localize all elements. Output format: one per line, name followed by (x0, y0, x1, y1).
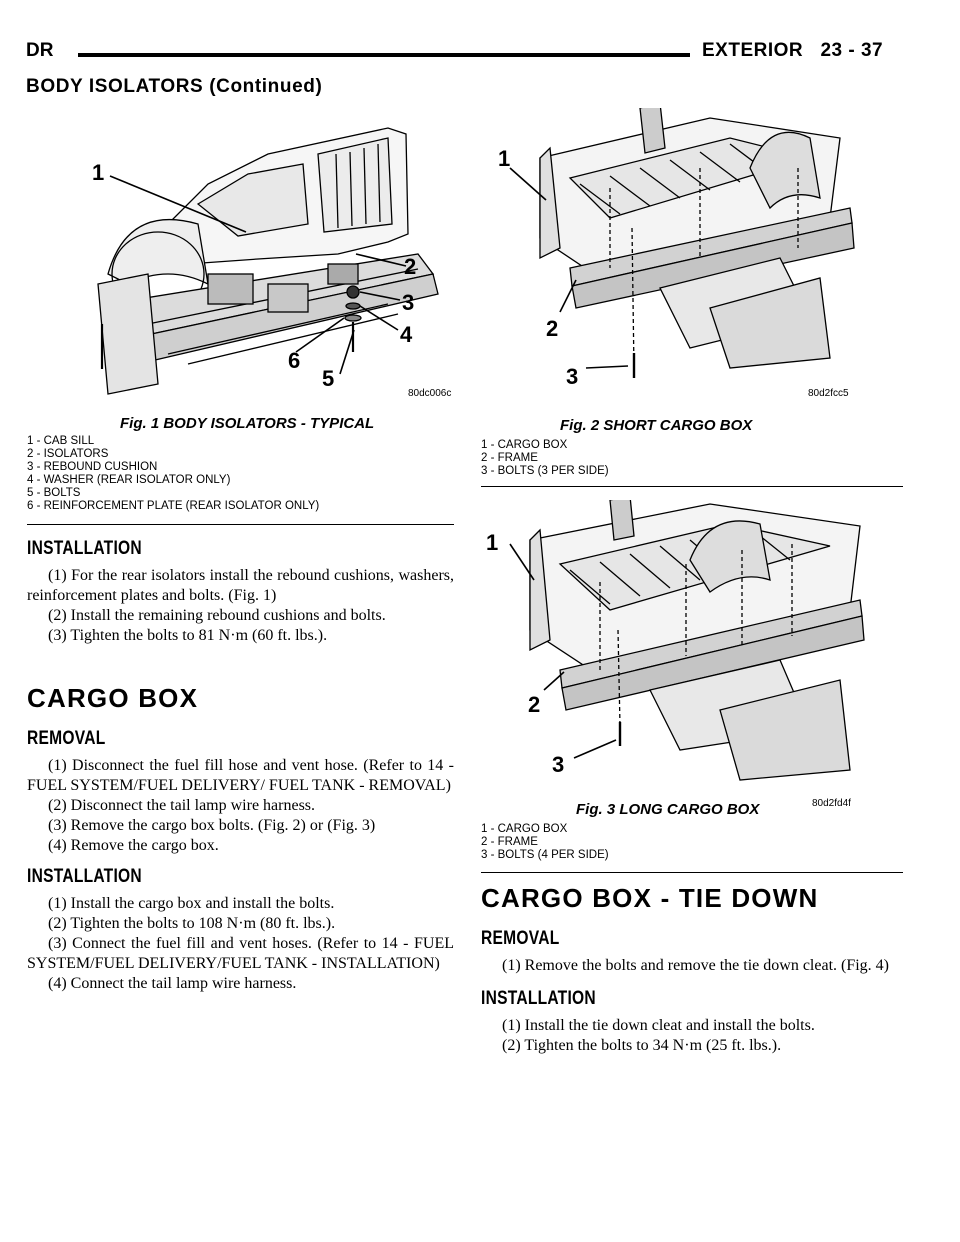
fig3-callout-3: 3 (552, 752, 565, 777)
fig3-legend-item: 3 - BOLTS (4 PER SIDE) (481, 849, 609, 861)
removal-step: (4) Remove the cargo box. (48, 837, 219, 854)
fig3-illustration (480, 500, 870, 818)
header-rule (78, 53, 690, 57)
fig2-callout-2: 2 (546, 316, 559, 341)
fig1-callout-4: 4 (400, 322, 413, 347)
fig3-legend-item: 1 - CARGO BOX (481, 823, 568, 835)
installation-heading: INSTALLATION (27, 538, 142, 559)
fig1-callout-2: 2 (404, 254, 417, 279)
installation-step: (2) Tighten the bolts to 108 N·m (80 ft. lbs.). (48, 915, 336, 932)
continued-title: BODY ISOLATORS (Continued) (26, 76, 323, 97)
fig1-callout-3: 3 (402, 290, 415, 315)
installation-step: (2) Tighten the bolts to 34 N·m (25 ft. lbs.). (502, 1037, 782, 1054)
fig1-illustration (88, 124, 454, 408)
body-isolators-installation (27, 538, 454, 646)
fig2-legend-item: 3 - BOLTS (3 PER SIDE) (481, 465, 609, 477)
installation-heading: INSTALLATION (27, 866, 142, 887)
header-manual-code: DR (26, 40, 54, 61)
cargo-box-title: CARGO BOX (27, 683, 199, 713)
fig3-drawing (480, 500, 870, 818)
fig1-code: 80dc006c (408, 388, 452, 399)
fig2-caption: Fig. 2 SHORT CARGO BOX (560, 417, 753, 434)
fig2-legend (481, 439, 609, 478)
fig2-rule (481, 486, 903, 487)
removal-step: (3) Remove the cargo box bolts. (Fig. 2) or (Fig. 3) (48, 817, 376, 834)
removal-heading: REMOVAL (27, 728, 106, 749)
fig1-callout-6: 6 (288, 348, 301, 373)
fig1-rule (27, 524, 454, 525)
tie-down-title: CARGO BOX - TIE DOWN (481, 883, 819, 913)
header-section: EXTERIOR (702, 40, 804, 61)
fig2-callout-3: 3 (566, 364, 579, 389)
fig1-drawing (88, 124, 454, 408)
removal-step: (2) Disconnect the tail lamp wire harness. (48, 797, 316, 814)
fig3-rule (481, 872, 903, 873)
installation-step: (4) Connect the tail lamp wire harness. (48, 975, 297, 992)
fig1-callout-5: 5 (322, 366, 335, 391)
fig3-caption: Fig. 3 LONG CARGO BOX (576, 801, 760, 818)
fig2-code: 80d2fcc5 (808, 388, 849, 399)
fig1-legend-item: 1 - CAB SILL (27, 435, 95, 447)
header-section-page (702, 40, 883, 62)
fig1-caption: Fig. 1 BODY ISOLATORS - TYPICAL (120, 415, 375, 432)
installation-step: (3) Tighten the bolts to 81 N·m (60 ft. lbs.). (48, 627, 328, 644)
fig1-legend-item: 5 - BOLTS (27, 487, 81, 499)
installation-step: (1) Install the cargo box and install the bolts. (48, 895, 335, 912)
fig2-callout-1: 1 (498, 146, 511, 171)
fig2-legend-item: 2 - FRAME (481, 452, 538, 464)
cargo-box-section (27, 683, 454, 994)
fig1-legend-item: 2 - ISOLATORS (27, 448, 109, 460)
tie-down-section (481, 883, 903, 1056)
removal-step: (1) Remove the bolts and remove the tie down cleat. (Fig. 4) (502, 957, 890, 974)
removal-heading: REMOVAL (481, 928, 560, 949)
fig3-callout-1: 1 (486, 530, 499, 555)
fig3-callout-2: 2 (528, 692, 541, 717)
fig1-legend-item: 4 - WASHER (REAR ISOLATOR ONLY) (27, 474, 231, 486)
fig3-legend (481, 823, 609, 862)
fig2-drawing (480, 108, 856, 408)
installation-step: (2) Install the remaining rebound cushions and bolts. (48, 607, 386, 624)
removal-step: (1) Disconnect the fuel fill hose and vent hose. (Refer to 14 - FUEL SYSTEM/FUEL DELIVERY/ FUEL TANK - REMOVAL) (27, 757, 454, 794)
installation-step: (3) Connect the fuel fill and vent hoses. (Refer to 14 - FUEL SYSTEM/FUEL DELIVERY/FUEL TANK - INSTALLATION) (27, 935, 454, 972)
header-page-number: 23 - 37 (820, 40, 884, 61)
installation-step: (1) For the rear isolators install the rebound cushions, washers, reinforcement plates and bolts. (Fig. 1) (27, 567, 454, 604)
fig2-illustration (480, 108, 856, 408)
fig3-legend-item: 2 - FRAME (481, 836, 538, 848)
fig2-legend-item: 1 - CARGO BOX (481, 439, 568, 451)
fig1-legend-item: 6 - REINFORCEMENT PLATE (REAR ISOLATOR ONLY) (27, 500, 320, 512)
fig3-code: 80d2fd4f (812, 798, 851, 809)
fig1-legend-item: 3 - REBOUND CUSHION (27, 461, 158, 473)
installation-heading: INSTALLATION (481, 988, 596, 1009)
installation-step: (1) Install the tie down cleat and install the bolts. (502, 1017, 815, 1034)
fig1-legend (27, 435, 319, 513)
fig1-callout-1: 1 (92, 160, 105, 185)
